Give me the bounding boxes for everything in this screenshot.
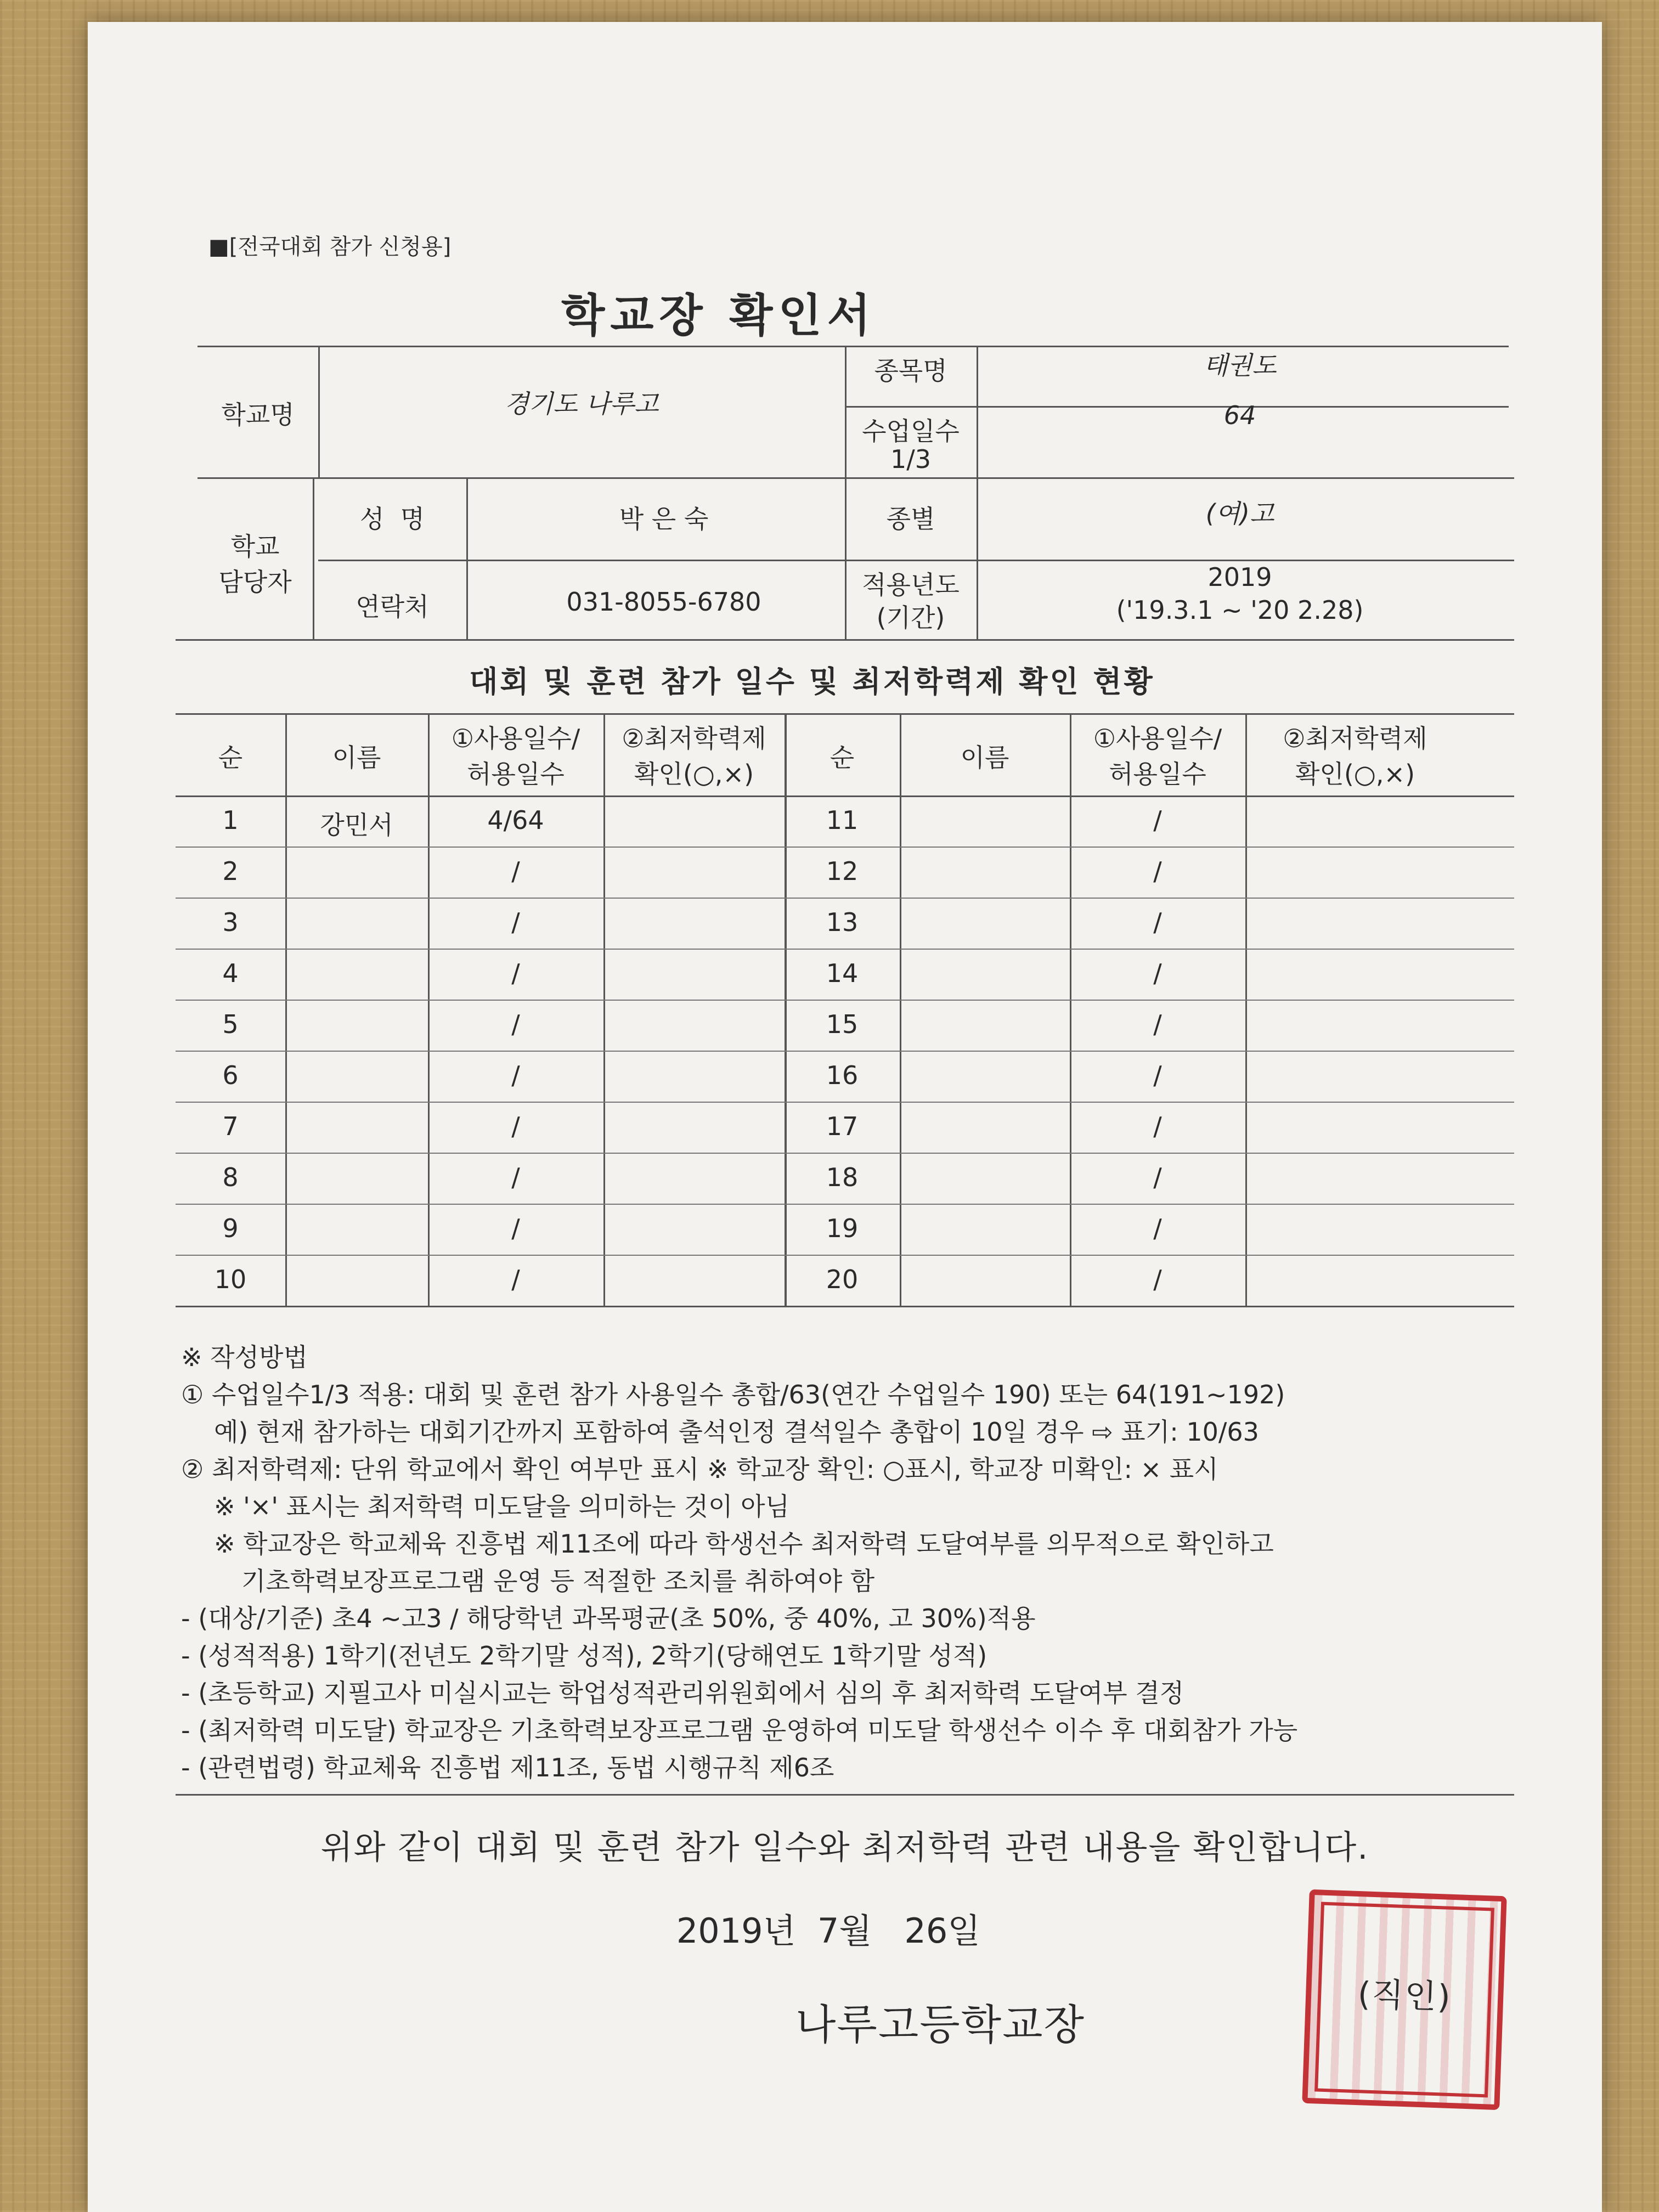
- school-name-label: 학교명: [221, 400, 295, 430]
- note-item: - (초등학교) 지필고사 미실시교는 학업성적관리위원회에서 심의 후 최저학력 도달여부 결정: [181, 1678, 1184, 1708]
- note-item: 기초학력보장프로그램 운영 등 적절한 조치를 취하여야 함: [241, 1566, 875, 1596]
- row-number: 14: [826, 958, 859, 988]
- col-header-name: 이름: [332, 743, 381, 772]
- col-header-check-right-2: 확인(○,×): [1295, 759, 1415, 789]
- person-name-value: 박 은 숙: [619, 504, 709, 534]
- period-value: ('19.3.1 ~ '20 2.28): [1116, 595, 1364, 625]
- days-used: /: [1153, 856, 1162, 886]
- issue-date: 2019년 7월 26일: [676, 1911, 981, 1951]
- section-title: 대회 및 훈련 참가 일수 및 최저학력제 확인 현황: [469, 664, 1155, 699]
- row-number: 11: [826, 805, 859, 835]
- note-item: - (관련법령) 학교체육 진흥법 제11조, 동법 시행규칙 제6조: [181, 1753, 834, 1782]
- col-header-name-right: 이름: [960, 743, 1009, 772]
- person-name-label: 성 명: [359, 504, 425, 534]
- row-number: 13: [826, 907, 859, 937]
- row-number: 20: [826, 1265, 859, 1294]
- year-value: 2019: [1207, 562, 1272, 592]
- days-used: /: [511, 958, 520, 988]
- row-number: 17: [826, 1111, 859, 1141]
- days-used: /: [1153, 907, 1162, 937]
- days-used: /: [511, 907, 520, 937]
- row-number: 7: [222, 1111, 239, 1141]
- event-value: 태권도: [1203, 351, 1277, 380]
- note-item: - (성적적용) 1학기(전년도 2학기말 성적), 2학기(당해연도 1학기말 성적): [181, 1641, 988, 1671]
- year-label: 적용년도: [862, 570, 960, 600]
- school-name-value: 경기도 나루고: [504, 389, 659, 419]
- school-days-label: 수업일수: [862, 416, 960, 446]
- col-header-check: ②최저학력제: [622, 724, 766, 753]
- row-number: 16: [826, 1060, 859, 1090]
- row-number: 5: [222, 1009, 239, 1039]
- seal-label: (직인): [1357, 1975, 1452, 2017]
- row-number: 18: [826, 1163, 859, 1192]
- days-used: /: [511, 1009, 520, 1039]
- col-header-days-2: 허용일수: [467, 759, 565, 789]
- manager-label-2: 담당자: [218, 567, 292, 597]
- days-used: /: [1153, 1214, 1162, 1243]
- contact-label: 연락처: [356, 592, 429, 622]
- writing-instructions: [181, 1339, 1553, 1786]
- row-number: 19: [826, 1214, 859, 1243]
- col-header-no-right: 순: [830, 743, 855, 772]
- signer-title: 나루고등학교장: [795, 2000, 1085, 2049]
- row-number: 1: [222, 805, 239, 835]
- note-item: 예) 현재 참가하는 대회기간까지 포함하여 출석인정 결석일수 총합이 10일 경우 ⇨ 표기: 10/63: [214, 1417, 1259, 1447]
- col-header-no: 순: [218, 743, 243, 772]
- days-used: /: [1153, 1009, 1162, 1039]
- days-used: /: [511, 1111, 520, 1141]
- manager-label: 학교: [230, 532, 280, 561]
- row-number: 10: [214, 1265, 247, 1294]
- row-number: 9: [222, 1214, 239, 1243]
- note-item: ① 수업일수1/3 적용: 대회 및 훈련 참가 사용일수 총합/63(연간 수업일수 190) 또는 64(191~192): [181, 1380, 1285, 1409]
- document-page: [88, 22, 1602, 2212]
- notes-heading: ※ 작성방법: [181, 1342, 308, 1372]
- category-value: (여)고: [1205, 499, 1274, 528]
- days-used: /: [1153, 958, 1162, 988]
- col-header-check-2: 확인(○,×): [634, 759, 754, 789]
- days-used: /: [1153, 1265, 1162, 1294]
- school-days-fraction-label: 1/3: [890, 444, 932, 474]
- days-used: /: [511, 1163, 520, 1192]
- row-number: 3: [222, 907, 239, 937]
- days-used: /: [511, 1060, 520, 1090]
- col-header-days-right-2: 허용일수: [1109, 759, 1206, 789]
- category-label: 종별: [886, 504, 935, 534]
- confirmation-statement: 위와 같이 대회 및 훈련 참가 일수와 최저학력 관련 내용을 확인합니다.: [320, 1829, 1369, 1867]
- note-item: - (대상/기준) 초4 ~고3 / 해당학년 과목평균(초 50%, 중 40%, 고 30%)적용: [181, 1604, 1036, 1633]
- note-item: ② 최저학력제: 단위 학교에서 확인 여부만 표시 ※ 학교장 확인: ○표시, 학교장 미확인: × 표시: [181, 1454, 1218, 1484]
- row-number: 12: [826, 856, 859, 886]
- note-item: - (최저학력 미도달) 학교장은 기초학력보장프로그램 운영하여 미도달 학생선수 이수 후 대회참가 가능: [181, 1716, 1298, 1745]
- days-used: /: [1153, 1111, 1162, 1141]
- row-number: 6: [222, 1060, 239, 1090]
- col-header-check-right: ②최저학력제: [1283, 724, 1427, 753]
- official-seal: [1302, 1889, 1506, 2110]
- period-label: (기간): [876, 603, 945, 633]
- days-used: /: [1153, 1163, 1162, 1192]
- document-title: 학교장 확인서: [561, 290, 876, 342]
- school-days-value: 64: [1223, 400, 1256, 430]
- days-used: /: [1153, 1060, 1162, 1090]
- col-header-days: ①사용일수/: [451, 724, 580, 753]
- form-type-label: ■[전국대회 참가 신청용]: [208, 234, 452, 259]
- note-item: ※ 학교장은 학교체육 진흥법 제11조에 따라 학생선수 최저학력 도달여부를 의무적으로 확인하고: [214, 1529, 1274, 1559]
- note-item: ※ '×' 표시는 최저학력 미도달을 의미하는 것이 아님: [214, 1492, 790, 1521]
- row-number: 4: [222, 958, 239, 988]
- days-used: /: [511, 1214, 520, 1243]
- days-used: 4/64: [487, 805, 544, 835]
- days-used: /: [511, 1265, 520, 1294]
- student-name: 강민서: [320, 810, 393, 840]
- col-header-days-right: ①사용일수/: [1093, 724, 1222, 753]
- row-number: 2: [222, 856, 239, 886]
- event-label: 종목명: [874, 356, 947, 386]
- row-number: 15: [826, 1009, 859, 1039]
- row-number: 8: [222, 1163, 239, 1192]
- contact-value: 031-8055-6780: [566, 587, 761, 617]
- days-used: /: [511, 856, 520, 886]
- days-used: /: [1153, 805, 1162, 835]
